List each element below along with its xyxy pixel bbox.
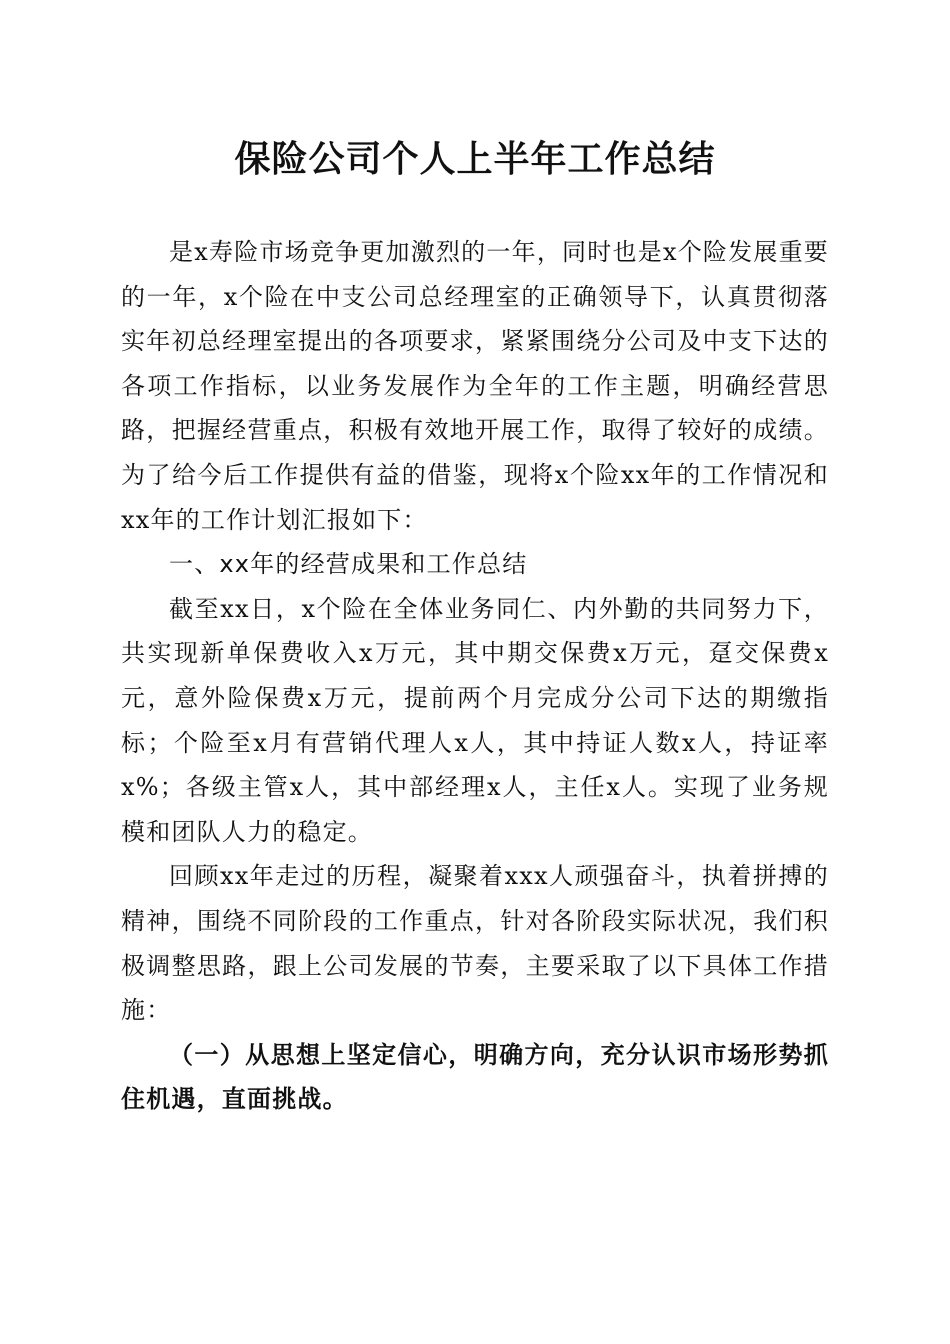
review-paragraph: 回顾xx年走过的历程，凝聚着xxx人顽强奋斗，执着拼搏的精神，围绕不同阶段的工作重点，针对各阶段实际状况，我们积极调整思路，跟上公司发展的节奏，主要采取了以下具体工作措施： [121,862,829,1025]
intro-paragraph: 是x寿险市场竞争更加激烈的一年，同时也是x个险发展重要的一年，x个险在中支公司总经理室的正确领导下，认真贯彻落实年初总经理室提出的各项要求，紧紧围绕分公司及中支下达的各项工作指标，以业务发展作为全年的工作主题，明确经营思路，把握经营重点，积极有效地开展工作，取得了较好的成绩。为了给今后工作提供有益的借鉴，现将x个险xx年的工作情况和xx年的工作计划汇报如下： [121,238,829,534]
section-heading: 一、xx年的经营成果和工作总结 [169,550,528,579]
subsection-heading: （一）从思想上坚定信心，明确方向，充分认识市场形势抓住机遇，直面挑战。 [121,1039,829,1114]
results-paragraph: 截至xx日，x个险在全体业务同仁、内外勤的共同努力下，共实现新单保费收入x万元，其中期交保费x万元，趸交保费x元，意外险保费x万元，提前两个月完成分公司下达的期缴指标；个险至x月有营销代理人x人，其中持证人数x人，持证率x%；各级主管x人，其中部经理x人，主任x人。实现了业务规模和团队人力的稳定。 [121,594,829,846]
document-title: 保险公司个人上半年工作总结 [234,138,716,180]
document-body [121,230,829,1122]
